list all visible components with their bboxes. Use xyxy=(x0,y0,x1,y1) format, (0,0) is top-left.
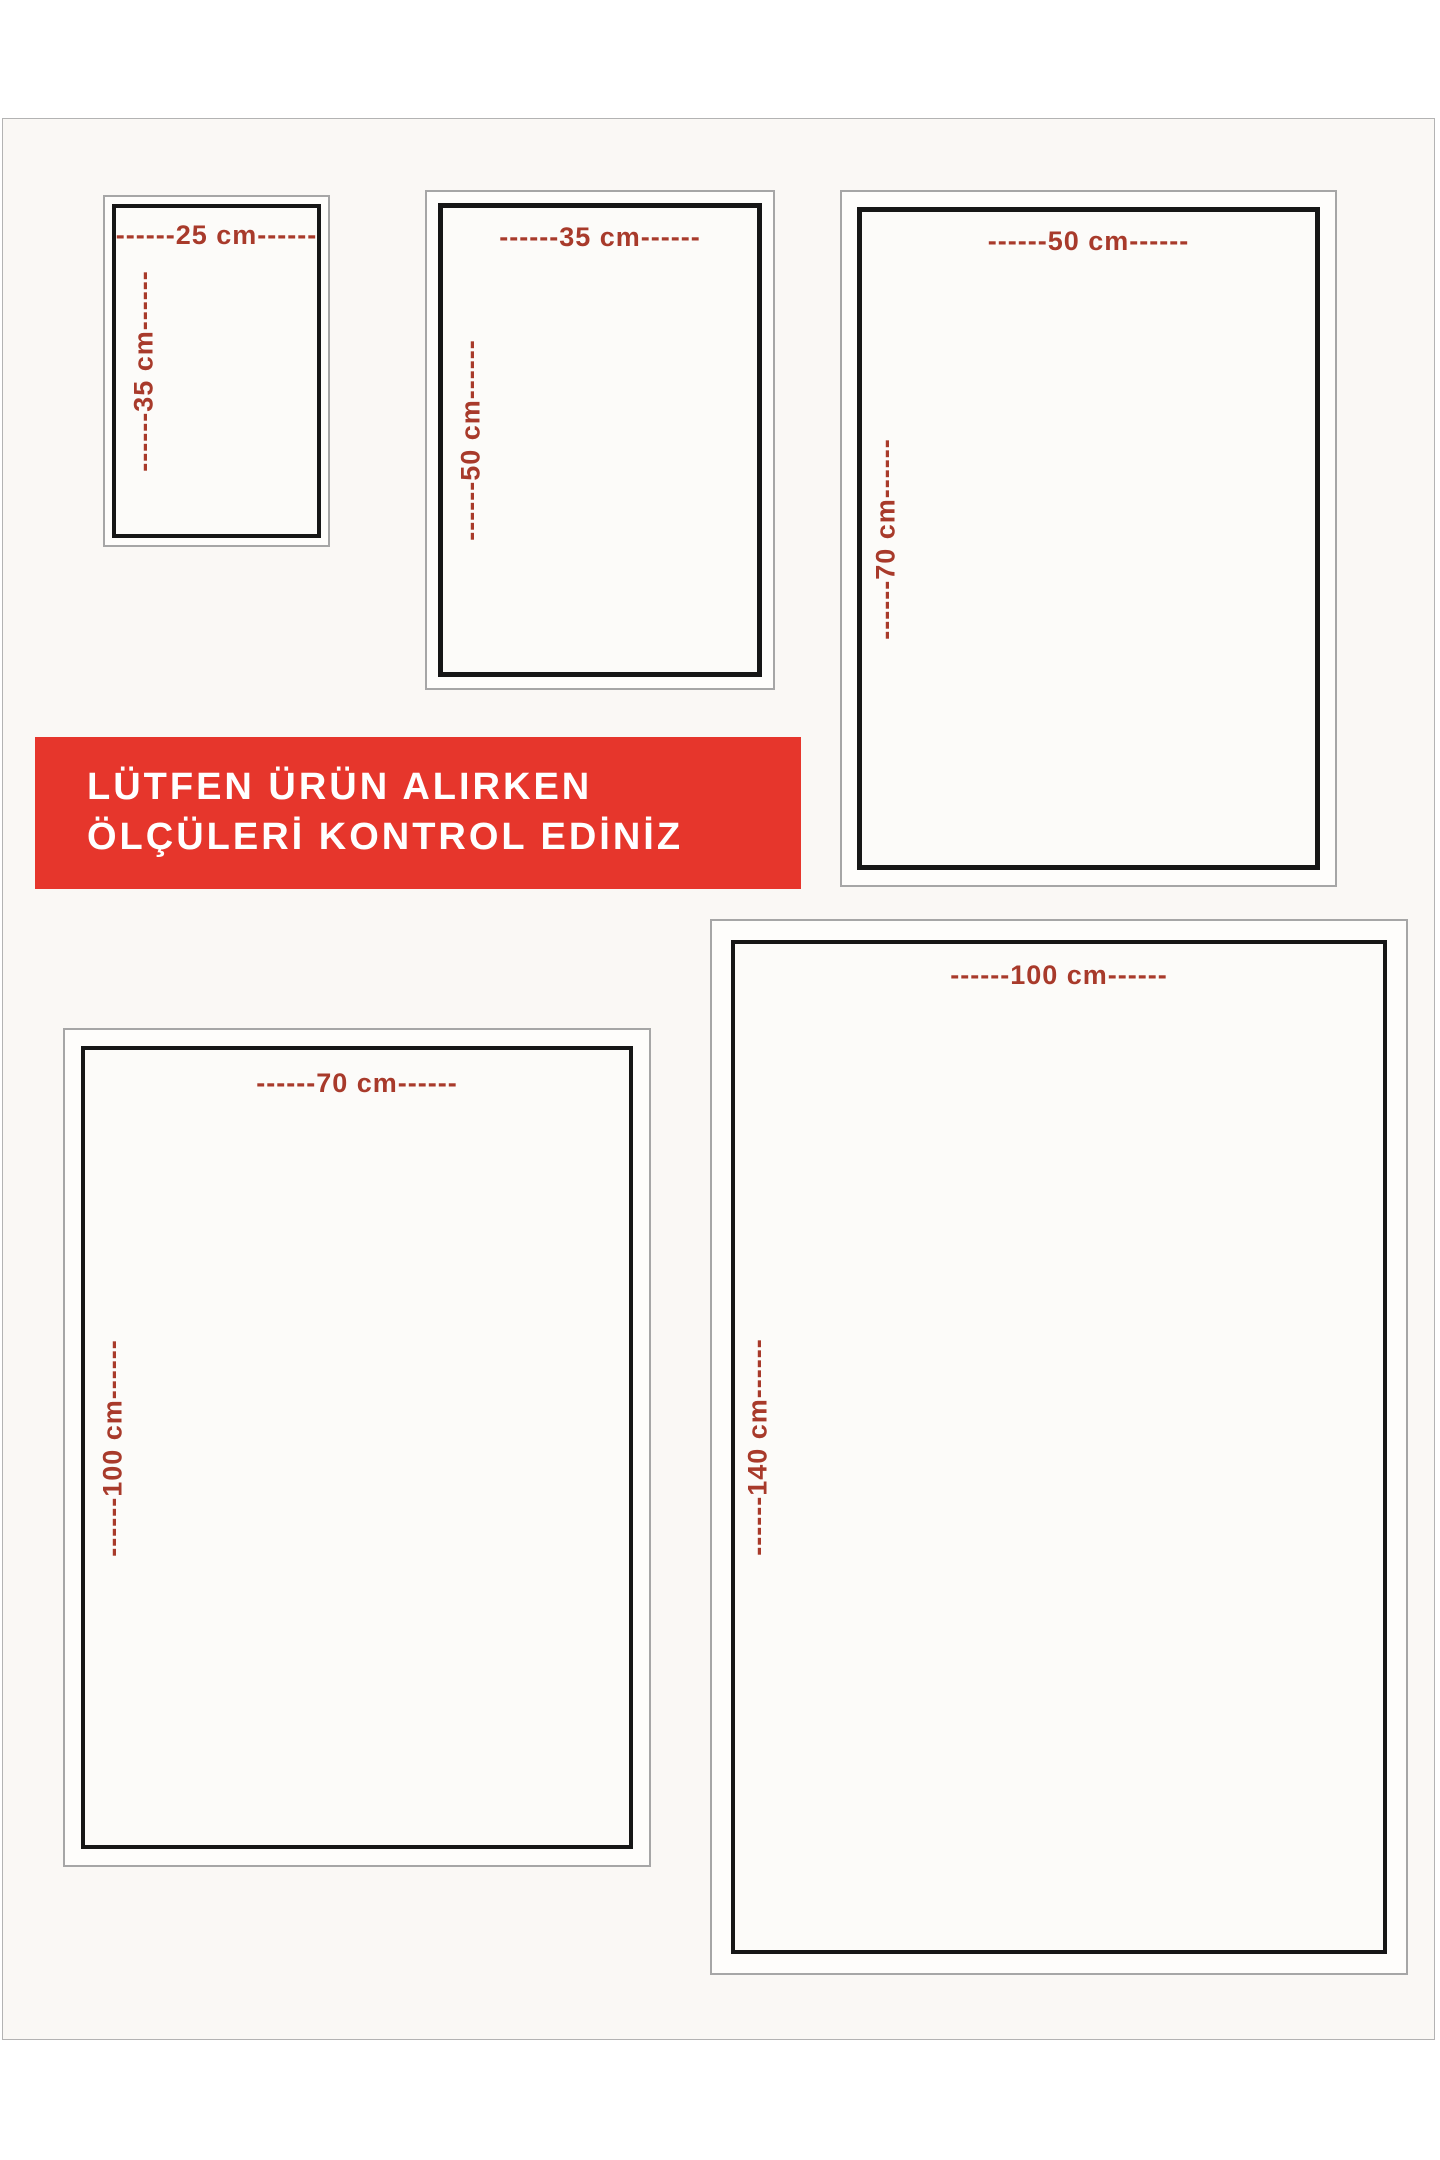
size-box-frame xyxy=(840,190,1337,887)
warning-banner-line-2: ÖLÇÜLERİ KONTROL EDİNİZ xyxy=(87,816,684,858)
size-box-outline xyxy=(112,204,321,538)
width-dimension-label: ------50 cm------ xyxy=(987,226,1190,256)
warning-banner xyxy=(35,737,801,889)
width-dimension-label: ------35 cm------ xyxy=(499,222,701,252)
size-box-100x140 xyxy=(710,919,1408,1975)
height-dimension-label: ------50 cm------ xyxy=(455,339,486,541)
size-box-outline xyxy=(857,207,1320,870)
size-box-frame xyxy=(425,190,775,690)
size-box-frame xyxy=(103,195,330,547)
size-box-70x100 xyxy=(63,1028,651,1867)
height-dimension-label: ------35 cm------ xyxy=(128,270,159,472)
size-box-outline xyxy=(81,1046,633,1849)
height-dimension-label: ------70 cm------ xyxy=(870,437,901,640)
height-dimension-label: ------100 cm------ xyxy=(97,1338,128,1557)
width-dimension-label: ------100 cm------ xyxy=(950,960,1168,990)
size-box-25x35 xyxy=(103,195,330,547)
size-box-outline xyxy=(731,940,1387,1954)
size-box-outline xyxy=(438,203,762,677)
warning-banner-line-1: LÜTFEN ÜRÜN ALIRKEN xyxy=(87,766,593,809)
width-dimension-label: ------70 cm------ xyxy=(256,1068,458,1098)
size-box-frame xyxy=(63,1028,651,1867)
size-box-50x70 xyxy=(840,190,1337,887)
width-dimension-label: ------25 cm------ xyxy=(115,220,318,250)
size-box-35x50 xyxy=(425,190,775,690)
height-dimension-label: ------140 cm------ xyxy=(742,1338,773,1556)
size-box-frame xyxy=(710,919,1408,1975)
